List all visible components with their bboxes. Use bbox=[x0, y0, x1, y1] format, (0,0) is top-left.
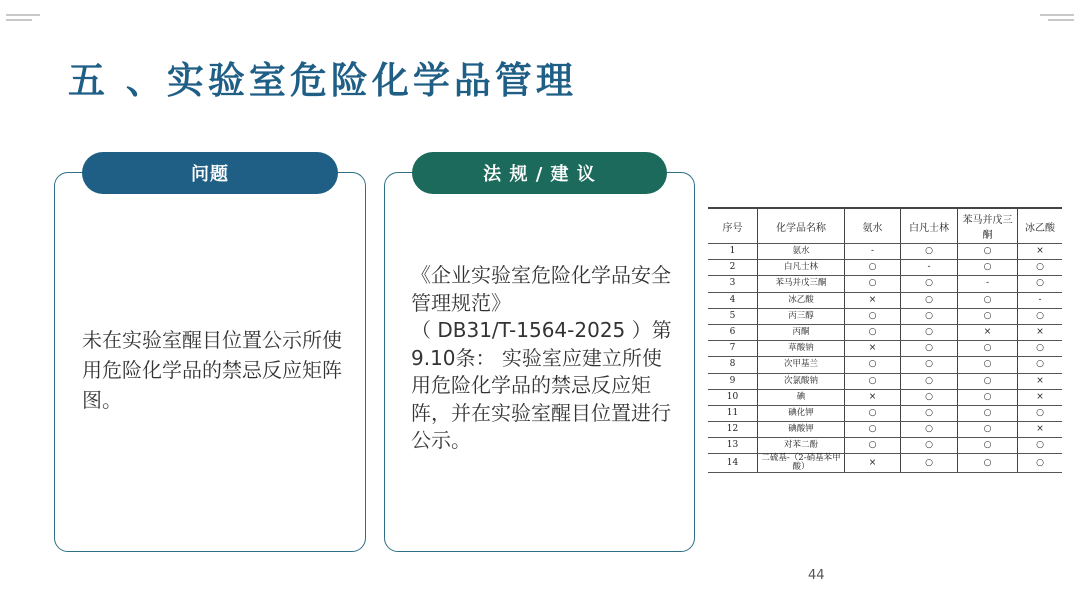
compatibility-cell: ○ bbox=[1018, 438, 1063, 454]
compatibility-cell: ○ bbox=[958, 341, 1018, 357]
compatibility-cell: ○ bbox=[958, 405, 1018, 421]
compatibility-cell: ○ bbox=[845, 438, 901, 454]
table-row bbox=[708, 405, 1062, 421]
compatibility-cell: × bbox=[1018, 389, 1063, 405]
table-row bbox=[708, 276, 1062, 292]
compatibility-cell: ○ bbox=[845, 405, 901, 421]
table-row bbox=[708, 357, 1062, 373]
matrix-header-row bbox=[708, 208, 1062, 244]
compatibility-cell: ○ bbox=[1018, 405, 1063, 421]
table-row bbox=[708, 260, 1062, 276]
compatibility-cell: × bbox=[1018, 324, 1063, 340]
compatibility-cell: ○ bbox=[1018, 260, 1063, 276]
compatibility-cell: ○ bbox=[958, 308, 1018, 324]
row-number-cell: 12 bbox=[708, 422, 758, 438]
compatibility-cell: ○ bbox=[901, 308, 958, 324]
compatibility-cell: ○ bbox=[1018, 454, 1063, 473]
compatibility-cell: ○ bbox=[958, 357, 1018, 373]
table-row bbox=[708, 438, 1062, 454]
compatibility-cell: × bbox=[1018, 244, 1063, 260]
compatibility-cell: ○ bbox=[1018, 308, 1063, 324]
row-number-cell: 14 bbox=[708, 454, 758, 473]
compatibility-cell: ○ bbox=[901, 438, 958, 454]
compatibility-cell: × bbox=[845, 341, 901, 357]
matrix-header-cell: 苯马并戊三酮 bbox=[958, 208, 1018, 244]
row-number-cell: 7 bbox=[708, 341, 758, 357]
compatibility-cell: ○ bbox=[845, 276, 901, 292]
chemical-name-cell: 碘酸钾 bbox=[758, 422, 845, 438]
compatibility-cell: - bbox=[1018, 292, 1063, 308]
chemical-name-cell: 碘化钾 bbox=[758, 405, 845, 421]
compatibility-cell: ○ bbox=[901, 405, 958, 421]
compatibility-cell: ○ bbox=[1018, 341, 1063, 357]
compatibility-cell: - bbox=[845, 244, 901, 260]
compatibility-cell: × bbox=[845, 292, 901, 308]
table-row bbox=[708, 422, 1062, 438]
compatibility-cell: - bbox=[901, 260, 958, 276]
chemical-name-cell: 次甲基兰 bbox=[758, 357, 845, 373]
table-row bbox=[708, 341, 1062, 357]
row-number-cell: 8 bbox=[708, 357, 758, 373]
chemical-name-cell: 碘 bbox=[758, 389, 845, 405]
compatibility-cell: ○ bbox=[845, 422, 901, 438]
compatibility-cell: ○ bbox=[958, 389, 1018, 405]
compatibility-cell: ○ bbox=[958, 292, 1018, 308]
chemical-name-cell: 二硫基-（2-硝基苯甲酸） bbox=[758, 454, 845, 473]
compatibility-cell: ○ bbox=[901, 389, 958, 405]
regulation-header: 法 规 / 建 议 bbox=[412, 152, 667, 194]
matrix-body bbox=[708, 244, 1062, 473]
corner-decoration-right bbox=[1040, 14, 1074, 24]
compatibility-cell: ○ bbox=[901, 292, 958, 308]
compatibility-cell: ○ bbox=[901, 341, 958, 357]
row-number-cell: 10 bbox=[708, 389, 758, 405]
compatibility-cell: ○ bbox=[901, 244, 958, 260]
incompatibility-matrix bbox=[708, 207, 1062, 473]
chemical-name-cell: 氨水 bbox=[758, 244, 845, 260]
compatibility-cell: ○ bbox=[958, 422, 1018, 438]
row-number-cell: 1 bbox=[708, 244, 758, 260]
compatibility-cell: × bbox=[1018, 373, 1063, 389]
chemical-name-cell: 草酸钠 bbox=[758, 341, 845, 357]
matrix-header-cell: 序号 bbox=[708, 208, 758, 244]
compatibility-cell: ○ bbox=[845, 308, 901, 324]
page-number: 44 bbox=[808, 568, 825, 583]
compatibility-cell: ○ bbox=[901, 454, 958, 473]
chemical-name-cell: 冰乙酸 bbox=[758, 292, 845, 308]
compatibility-cell: ○ bbox=[845, 324, 901, 340]
compatibility-cell: ○ bbox=[901, 357, 958, 373]
matrix-header-cell: 化学品名称 bbox=[758, 208, 845, 244]
compatibility-cell: ○ bbox=[901, 324, 958, 340]
compatibility-cell: ○ bbox=[958, 454, 1018, 473]
table-row bbox=[708, 308, 1062, 324]
matrix-header-cell: 氨水 bbox=[845, 208, 901, 244]
row-number-cell: 6 bbox=[708, 324, 758, 340]
problem-header: 问题 bbox=[82, 152, 338, 194]
regulation-text: 《企业实验室危险化学品安全管理规范》 （ DB31/T-1564-2025 ）第9.10条： 实验室应建立所使用危险化学品的禁忌反应矩阵，并在实验室醒目位置进行公示。 bbox=[411, 263, 672, 452]
table-row bbox=[708, 373, 1062, 389]
chemical-name-cell: 白凡士林 bbox=[758, 260, 845, 276]
row-number-cell: 11 bbox=[708, 405, 758, 421]
compatibility-cell: ○ bbox=[901, 422, 958, 438]
row-number-cell: 4 bbox=[708, 292, 758, 308]
table-row bbox=[708, 454, 1062, 473]
matrix-header-cell: 白凡士林 bbox=[901, 208, 958, 244]
compatibility-cell: ○ bbox=[901, 373, 958, 389]
table-row bbox=[708, 324, 1062, 340]
chemical-name-cell: 次氯酸钠 bbox=[758, 373, 845, 389]
row-number-cell: 13 bbox=[708, 438, 758, 454]
chemical-name-cell: 丙三醇 bbox=[758, 308, 845, 324]
compatibility-cell: ○ bbox=[958, 260, 1018, 276]
matrix-header-cell: 冰乙酸 bbox=[1018, 208, 1063, 244]
compatibility-cell: ○ bbox=[845, 357, 901, 373]
chemical-name-cell: 苯马并戊三酮 bbox=[758, 276, 845, 292]
table-row bbox=[708, 389, 1062, 405]
compatibility-cell: × bbox=[845, 389, 901, 405]
compatibility-cell: × bbox=[1018, 422, 1063, 438]
row-number-cell: 3 bbox=[708, 276, 758, 292]
row-number-cell: 2 bbox=[708, 260, 758, 276]
compatibility-cell: ○ bbox=[845, 260, 901, 276]
problem-text: 未在实验室醒目位置公示所使用危险化学品的禁忌反应矩阵图。 bbox=[82, 328, 342, 412]
row-number-cell: 5 bbox=[708, 308, 758, 324]
compatibility-cell: × bbox=[958, 324, 1018, 340]
compatibility-cell: ○ bbox=[1018, 357, 1063, 373]
chemical-name-cell: 丙酮 bbox=[758, 324, 845, 340]
row-number-cell: 9 bbox=[708, 373, 758, 389]
table-row bbox=[708, 244, 1062, 260]
compatibility-cell: ○ bbox=[958, 244, 1018, 260]
compatibility-cell: ○ bbox=[958, 373, 1018, 389]
compatibility-cell: ○ bbox=[958, 438, 1018, 454]
compatibility-cell: × bbox=[845, 454, 901, 473]
compatibility-cell: - bbox=[958, 276, 1018, 292]
compatibility-cell: ○ bbox=[845, 373, 901, 389]
chemical-name-cell: 对苯二酚 bbox=[758, 438, 845, 454]
corner-decoration-left bbox=[6, 14, 40, 24]
table-row bbox=[708, 292, 1062, 308]
compatibility-cell: ○ bbox=[1018, 276, 1063, 292]
compatibility-cell: ○ bbox=[901, 276, 958, 292]
slide-title: 五 、实验室危险化学品管理 bbox=[68, 59, 577, 102]
